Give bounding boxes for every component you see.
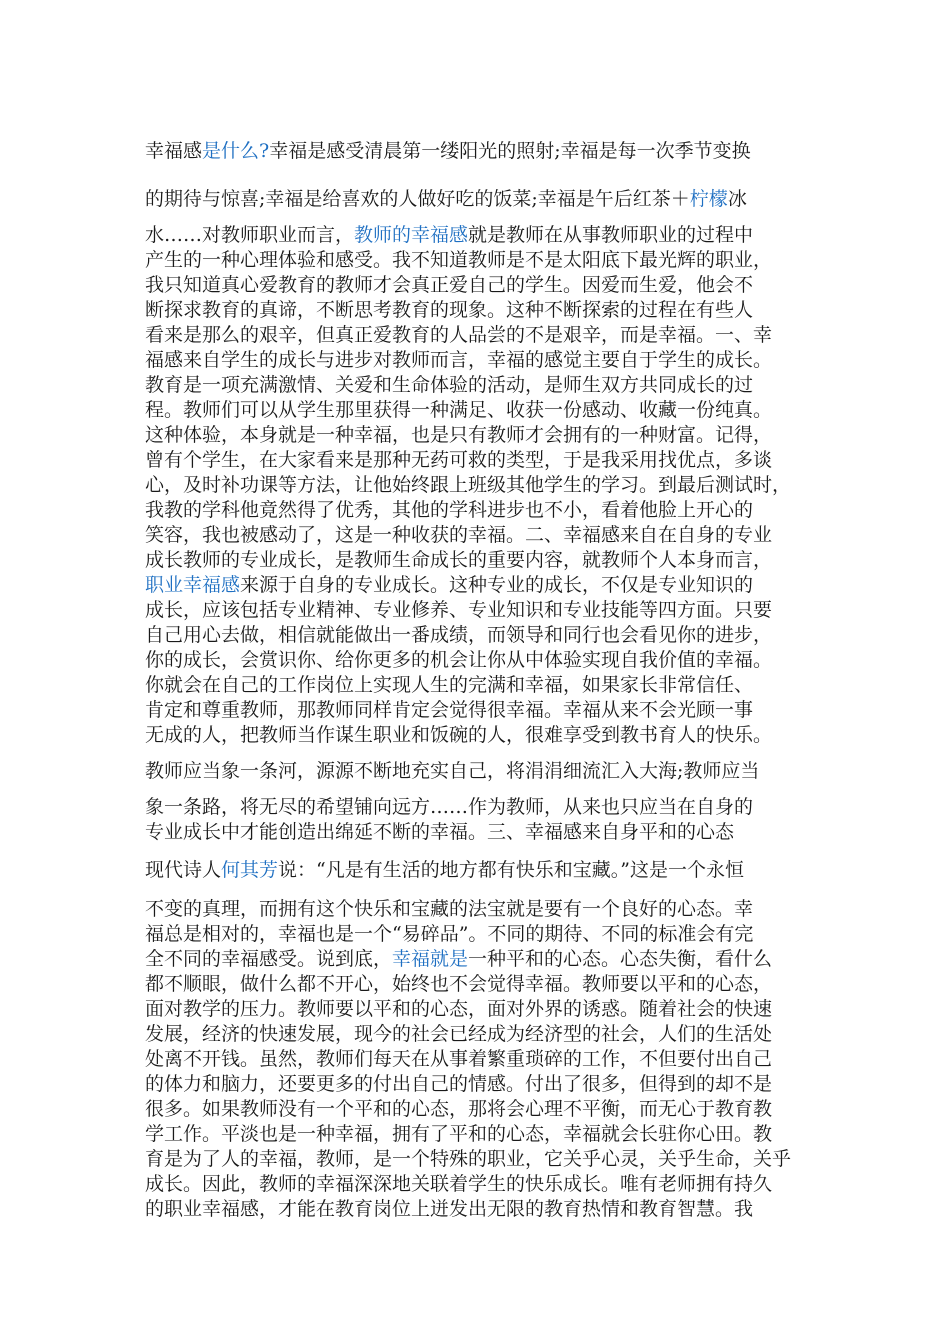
text-line	[145, 647, 810, 673]
text-run: 全不同的幸福感受。说到底，	[145, 948, 393, 970]
text-run: 面对教学的压力。教师要以平和的心态，面对外界的诱惑。随着社会的快速	[145, 998, 773, 1020]
text-run: 产生的一种心理体验和感受。我不知道教师是不是太阳底下最光辉的职业，	[145, 249, 773, 271]
text-line	[145, 857, 810, 883]
inline-link[interactable]: 柠檬	[689, 188, 728, 210]
text-line	[145, 794, 810, 820]
text-line	[145, 247, 810, 273]
text-run: 我只知道真心爱教育的教师才会真正爱自己的学生。因爱而生爱，他会不	[145, 274, 754, 296]
text-run: 教师应当象一条河，源源不断地充实自己，将涓涓细流汇入大海;教师应当	[145, 760, 760, 782]
inline-link[interactable]: 职业幸福感	[145, 574, 241, 596]
text-run: 来源于自身的专业成长。这种专业的成长，不仅是专业知识的	[240, 574, 754, 596]
text-line	[145, 138, 810, 164]
text-line	[145, 1046, 810, 1072]
text-line	[145, 1121, 810, 1147]
text-line	[145, 921, 810, 947]
text-line	[145, 297, 810, 323]
text-line	[145, 1171, 810, 1197]
text-run: 曾有个学生，在大家看来是那种无药可救的类型，于是我采用找优点，多谈	[145, 449, 773, 471]
text-run: 现代诗人	[145, 859, 222, 881]
text-line	[145, 1196, 810, 1222]
text-run: 成长。因此，教师的幸福深深地关联着学生的快乐成长。唯有老师拥有持久	[145, 1173, 773, 1195]
text-line	[145, 472, 810, 498]
text-line	[145, 758, 810, 784]
text-line	[145, 347, 810, 373]
text-run: 学工作。平淡也是一种幸福，拥有了平和的心态，幸福就会长驻你心田。教	[145, 1123, 773, 1145]
text-line	[145, 222, 810, 248]
text-line	[145, 322, 810, 348]
text-run: 自己用心去做，相信就能做出一番成绩，而领导和同行也会看见你的进步，	[145, 624, 773, 646]
text-run: 的体力和脑力，还要更多的付出自己的情感。付出了很多，但得到的却不是	[145, 1073, 773, 1095]
text-run: 发展，经济的快速发展，现今的社会已经成为经济型的社会，人们的生活处	[145, 1023, 773, 1045]
text-run: 程。教师们可以从学生那里获得一种满足、收获一份感动、收藏一份纯真。	[145, 399, 773, 421]
text-line	[145, 1146, 810, 1172]
inline-link[interactable]: 幸福就是	[392, 948, 469, 970]
text-line	[145, 597, 810, 623]
text-run: 说：“凡是有生活的地方都有快乐和宝藏。”这是一个永恒	[278, 859, 744, 881]
text-line	[145, 272, 810, 298]
text-run: 断探求教育的真谛，不断思考教育的现象。这种不断探索的过程在有些人	[145, 299, 754, 321]
text-line	[145, 397, 810, 423]
text-line	[145, 996, 810, 1022]
text-line	[145, 186, 810, 212]
text-run: 你就会在自己的工作岗位上实现人生的完满和幸福，如果家长非常信任、	[145, 674, 754, 696]
text-run: 无成的人，把教师当作谋生职业和饭碗的人，很难享受到教书育人的快乐。	[145, 724, 773, 746]
text-run: 的期待与惊喜;幸福是给喜欢的人做好吃的饭菜;幸福是午后红茶＋	[145, 188, 690, 210]
text-line	[145, 896, 810, 922]
text-line	[145, 672, 810, 698]
text-run: 象一条路，将无尽的希望铺向远方……作为教师，从来也只应当在自身的	[145, 796, 754, 818]
text-run: 我教的学科他竟然得了优秀，其他的学科进步也不小，看着他脸上开心的	[145, 499, 754, 521]
text-run: 很多。如果教师没有一个平和的心态，那将会心理不平衡，而无心于教育教	[145, 1098, 773, 1120]
text-run: 笑容，我也被感动了，这是一种收获的幸福。二、幸福感来自在自身的专业	[145, 524, 773, 546]
text-run: 都不顺眼，做什么都不开心，始终也不会觉得幸福。教师要以平和的心态，	[145, 973, 773, 995]
text-run: 专业成长中才能创造出绵延不断的幸福。三、幸福感来自身平和的心态	[145, 821, 735, 843]
text-line	[145, 722, 810, 748]
text-run: 成长教师的专业成长，是教师生命成长的重要内容，就教师个人本身而言，	[145, 549, 773, 571]
text-line	[145, 971, 810, 997]
text-line	[145, 622, 810, 648]
text-run: 福感来自学生的成长与进步对教师而言，幸福的感觉主要自于学生的成长。	[145, 349, 773, 371]
text-line	[145, 372, 810, 398]
text-run: 这种体验，本身就是一种幸福，也是只有教师才会拥有的一种财富。记得，	[145, 424, 773, 446]
text-run: 心，及时补功课等方法，让他始终跟上班级其他学生的学习。到最后测试时，	[145, 474, 792, 496]
text-line	[145, 522, 810, 548]
text-run: 你的成长，会赏识你、给你更多的机会让你从中体验实现自我价值的幸福。	[145, 649, 773, 671]
text-line	[145, 572, 810, 598]
text-run: 育是为了人的幸福，教师，是一个特殊的职业，它关乎心灵，关乎生命，关乎	[145, 1148, 792, 1170]
text-run: 水……对教师职业而言，	[145, 224, 355, 246]
text-run: 看来是那么的艰辛，但真正爱教育的人品尝的不是艰辛，而是幸福。一、幸	[145, 324, 773, 346]
text-line	[145, 1021, 810, 1047]
inline-link[interactable]: 教师的幸福感	[354, 224, 469, 246]
text-run: 成长，应该包括专业精神、专业修养、专业知识和专业技能等四方面。只要	[145, 599, 773, 621]
text-run: 肯定和尊重教师，那教师同样肯定会觉得很幸福。幸福从来不会光顾一事	[145, 699, 754, 721]
text-run: 幸福感	[145, 140, 203, 162]
text-run: 福总是相对的，幸福也是一个“易碎品”。不同的期待、不同的标准会有完	[145, 923, 754, 945]
text-run: 教育是一项充满激情、关爱和生命体验的活动，是师生双方共同成长的过	[145, 374, 754, 396]
text-run: 处离不开钱。虽然，教师们每天在从事着繁重琐碎的工作，不但要付出自己	[145, 1048, 773, 1070]
inline-link[interactable]: 何其芳	[221, 859, 279, 881]
text-line	[145, 447, 810, 473]
text-line	[145, 697, 810, 723]
text-run: 不变的真理，而拥有这个快乐和宝藏的法宝就是要有一个良好的心态。幸	[145, 898, 754, 920]
text-run: 一种平和的心态。心态失衡，看什么	[468, 948, 773, 970]
text-line	[145, 1096, 810, 1122]
text-run: 幸福是感受清晨第一缕阳光的照射;幸福是每一次季节变换	[269, 140, 751, 162]
text-line	[145, 547, 810, 573]
text-line	[145, 422, 810, 448]
text-run: 冰	[727, 188, 747, 210]
text-line	[145, 497, 810, 523]
text-line	[145, 946, 810, 972]
text-line	[145, 819, 810, 845]
inline-link[interactable]: 是什么?	[202, 140, 270, 162]
text-run: 就是教师在从事教师职业的过程中	[468, 224, 754, 246]
text-line	[145, 1071, 810, 1097]
text-run: 的职业幸福感，才能在教育岗位上迸发出无限的教育热情和教育智慧。我	[145, 1198, 754, 1220]
